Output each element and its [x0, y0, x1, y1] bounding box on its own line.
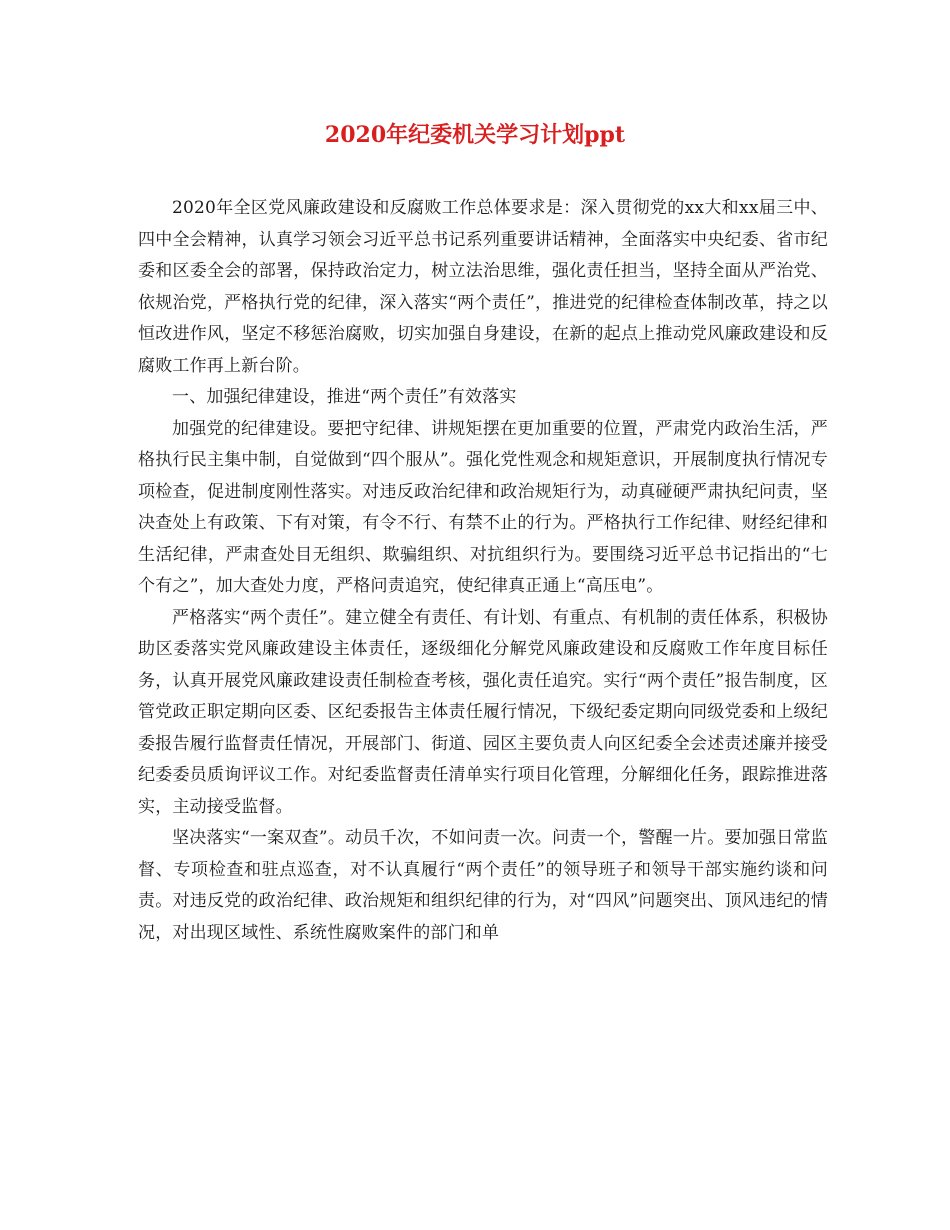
paragraph-discipline: 加强党的纪律建设。要把守纪律、讲规矩摆在更加重要的位置，严肃党内政治生活，严格执行民主集中制，自觉做到“四个服从”。强化党性观念和规矩意识，开展制度执行情况专项检查，促进制度刚性落实。对违反政治纪律和政治规矩行为，动真碰硬严肃执纪问责，坚决查处上有政策、下有对策，有令不行、有禁不止的行为。严格执行工作纪律、财经纪律和生活纪律，严肃查处目无组织、欺骗组织、对抗组织行为。要围绕习近平总书记指出的“七个有之”，加大查处力度，严格问责追究，使纪律真正通上“高压电”。 [138, 418, 828, 596]
paragraph-accountability: 坚决落实“一案双查”。动员千次，不如问责一次。问责一个，警醒一片。要加强日常监督、专项检查和驻点巡查，对不认真履行“两个责任”的领导班子和领导干部实施约谈和问责。对违反党的政治纪律、政治规矩和组织纪律的行为，对“四风”问题突出、顶风违纪的情况，对出现区域性、系统性腐败案件的部门和单 [138, 828, 828, 943]
paragraph-responsibility: 严格落实“两个责任”。建立健全有责任、有计划、有重点、有机制的责任体系，积极协助区委落实党风廉政建设主体责任，逐级细化分解党风廉政建设和反腐败工作年度目标任务，认真开展党风廉政建设责任制检查考核，强化责任追究。实行“两个责任”报告制度，区管党政正职定期向区委、区纪委报告主体责任履行情况，下级纪委定期向同级党委和上级纪委报告履行监督责任情况，开展部门、街道、园区主要负责人向区纪委全会述责述廉并接受纪委委员质询评议工作。对纪委监督责任清单实行项目化管理，分解细化任务，跟踪推进落实，主动接受监督。 [138, 607, 828, 817]
document-title: 2020年纪委机关学习计划ppt [324, 122, 626, 148]
section-heading: 一、加强纪律建设，推进“两个责任”有效落实 [172, 387, 517, 407]
paragraph-intro: 2020年全区党风廉政建设和反腐败工作总体要求是：深入贯彻党的xx大和xx届三中、四中全会精神，认真学习领会习近平总书记系列重要讲话精神，全面落实中央纪委、省市纪委和区委全会的部署，保持政治定力，树立法治思维，强化责任担当，坚持全面从严治党、依规治党，严格执行党的纪律，深入落实“两个责任”，推进党的纪律检查体制改革，持之以恒改进作风，坚定不移惩治腐败，切实加强自身建设，在新的起点上推动党风廉政建设和反腐败工作再上新台阶。 [138, 198, 828, 376]
document-body [138, 193, 828, 949]
